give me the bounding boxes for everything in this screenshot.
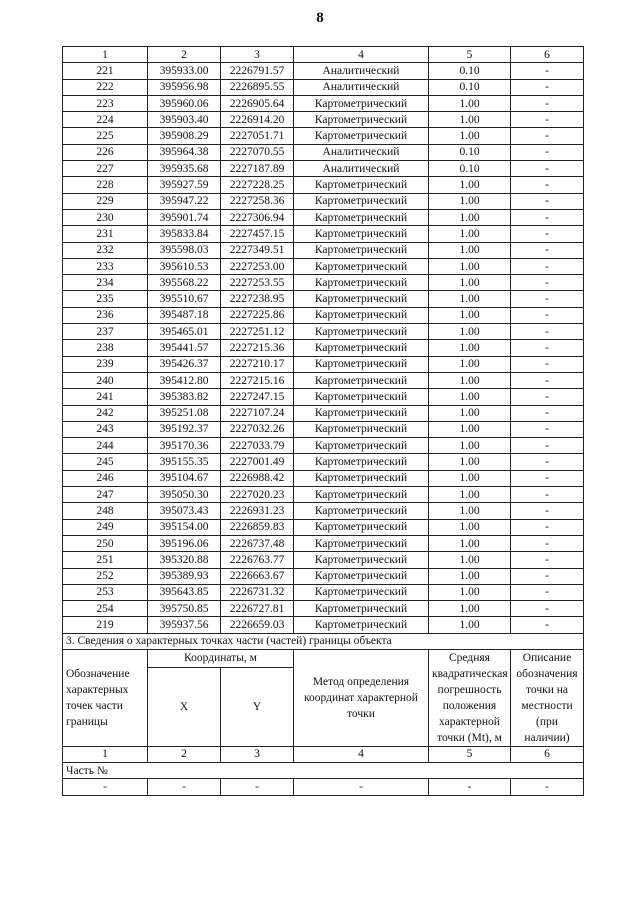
col-number: 1 (63, 746, 148, 762)
description: - (511, 601, 584, 617)
point-number: 222 (63, 79, 148, 95)
coordinates-header: Координаты, м (148, 649, 294, 667)
x-coordinate: 395196.06 (148, 535, 221, 551)
table-row (63, 95, 584, 111)
col-number: 4 (294, 746, 429, 762)
accuracy: 0.10 (429, 79, 511, 95)
method: Картометрический (294, 405, 429, 421)
description: - (511, 487, 584, 503)
description: - (511, 617, 584, 633)
accuracy: 1.00 (429, 128, 511, 144)
col-number: 6 (511, 746, 584, 762)
point-number: 248 (63, 503, 148, 519)
description: - (511, 79, 584, 95)
method: Картометрический (294, 193, 429, 209)
method: Картометрический (294, 552, 429, 568)
table-row (63, 291, 584, 307)
y-coordinate: 2226931.23 (221, 503, 294, 519)
x-header: X (148, 668, 221, 747)
method: Аналитический (294, 63, 429, 79)
method: Картометрический (294, 487, 429, 503)
part-number-label: Часть № (63, 762, 584, 778)
table-row (63, 177, 584, 193)
description: - (511, 568, 584, 584)
section-3-title-row (63, 633, 584, 649)
accuracy: 1.00 (429, 340, 511, 356)
point-number: 236 (63, 307, 148, 323)
method: Картометрический (294, 503, 429, 519)
x-coordinate: 395568.22 (148, 275, 221, 291)
table-row (63, 601, 584, 617)
description: - (511, 128, 584, 144)
point-number: 253 (63, 584, 148, 600)
description: - (511, 258, 584, 274)
table-row (63, 519, 584, 535)
x-coordinate: 395104.67 (148, 470, 221, 486)
y-coordinate: 2226859.83 (221, 519, 294, 535)
table-row (63, 487, 584, 503)
table-row (63, 421, 584, 437)
method: Картометрический (294, 584, 429, 600)
accuracy: 1.00 (429, 438, 511, 454)
point-number: 239 (63, 356, 148, 372)
table-row (63, 63, 584, 79)
table-row (63, 128, 584, 144)
section-3-title: 3. Сведения о характерных точках части (частей) границы объекта (63, 633, 584, 649)
col-number: 3 (221, 47, 294, 63)
accuracy: 1.00 (429, 307, 511, 323)
boundary-points-table (62, 46, 584, 796)
x-coordinate: 395901.74 (148, 209, 221, 225)
point-number: 229 (63, 193, 148, 209)
description: - (511, 242, 584, 258)
point-number: 228 (63, 177, 148, 193)
x-coordinate: 395050.30 (148, 487, 221, 503)
y-coordinate: 2226791.57 (221, 63, 294, 79)
empty-cell: - (294, 779, 429, 795)
description: - (511, 552, 584, 568)
table-row (63, 438, 584, 454)
table-row (63, 372, 584, 388)
method: Картометрический (294, 242, 429, 258)
y-coordinate: 2227032.26 (221, 421, 294, 437)
x-coordinate: 395441.57 (148, 340, 221, 356)
table-row (63, 535, 584, 551)
method: Картометрический (294, 421, 429, 437)
description: - (511, 291, 584, 307)
point-number: 245 (63, 454, 148, 470)
col-number: 5 (429, 47, 511, 63)
x-coordinate: 395389.93 (148, 568, 221, 584)
accuracy: 1.00 (429, 242, 511, 258)
description: - (511, 226, 584, 242)
method: Картометрический (294, 291, 429, 307)
empty-cell: - (148, 779, 221, 795)
table-row (63, 340, 584, 356)
method: Картометрический (294, 568, 429, 584)
table-row (63, 112, 584, 128)
x-coordinate: 395155.35 (148, 454, 221, 470)
description-header: Описание обозначения точки на местности (при наличии) (511, 649, 584, 746)
point-number: 221 (63, 63, 148, 79)
empty-cell: - (511, 779, 584, 795)
y-coordinate: 2226988.42 (221, 470, 294, 486)
y-coordinate: 2227070.55 (221, 144, 294, 160)
method: Картометрический (294, 617, 429, 633)
x-coordinate: 395947.22 (148, 193, 221, 209)
table-row (63, 307, 584, 323)
method: Картометрический (294, 454, 429, 470)
col-number: 5 (429, 746, 511, 762)
point-number: 232 (63, 242, 148, 258)
x-coordinate: 395073.43 (148, 503, 221, 519)
accuracy: 1.00 (429, 617, 511, 633)
description: - (511, 340, 584, 356)
accuracy: 1.00 (429, 324, 511, 340)
column-number-row (63, 47, 584, 63)
point-number: 243 (63, 421, 148, 437)
method: Картометрический (294, 535, 429, 551)
description: - (511, 356, 584, 372)
y-coordinate: 2226905.64 (221, 95, 294, 111)
col-number: 6 (511, 47, 584, 63)
accuracy: 1.00 (429, 372, 511, 388)
y-coordinate: 2226895.55 (221, 79, 294, 95)
y-coordinate: 2226663.67 (221, 568, 294, 584)
accuracy: 1.00 (429, 209, 511, 225)
y-coordinate: 2227225.86 (221, 307, 294, 323)
point-number: 224 (63, 112, 148, 128)
accuracy: 1.00 (429, 470, 511, 486)
method: Картометрический (294, 112, 429, 128)
description: - (511, 454, 584, 470)
table-row (63, 568, 584, 584)
accuracy: 1.00 (429, 193, 511, 209)
accuracy: 1.00 (429, 405, 511, 421)
col-number: 1 (63, 47, 148, 63)
accuracy: 1.00 (429, 291, 511, 307)
x-coordinate: 395192.37 (148, 421, 221, 437)
x-coordinate: 395833.84 (148, 226, 221, 242)
point-number: 230 (63, 209, 148, 225)
col-number: 2 (148, 746, 221, 762)
accuracy: 1.00 (429, 487, 511, 503)
description: - (511, 63, 584, 79)
y-coordinate: 2227215.16 (221, 372, 294, 388)
method: Картометрический (294, 356, 429, 372)
y-coordinate: 2226914.20 (221, 112, 294, 128)
y-coordinate: 2226659.03 (221, 617, 294, 633)
description: - (511, 470, 584, 486)
x-coordinate: 395170.36 (148, 438, 221, 454)
description: - (511, 275, 584, 291)
section-3-empty-row (63, 779, 584, 795)
method: Картометрический (294, 307, 429, 323)
empty-cell: - (429, 779, 511, 795)
y-coordinate: 2227020.23 (221, 487, 294, 503)
point-number: 242 (63, 405, 148, 421)
accuracy: 1.00 (429, 258, 511, 274)
point-number: 234 (63, 275, 148, 291)
x-coordinate: 395960.06 (148, 95, 221, 111)
point-number: 241 (63, 389, 148, 405)
point-number: 219 (63, 617, 148, 633)
description: - (511, 503, 584, 519)
table-row (63, 324, 584, 340)
x-coordinate: 395964.38 (148, 144, 221, 160)
table-row (63, 258, 584, 274)
point-number: 240 (63, 372, 148, 388)
point-number: 235 (63, 291, 148, 307)
accuracy: 1.00 (429, 356, 511, 372)
point-number: 254 (63, 601, 148, 617)
accuracy: 0.10 (429, 63, 511, 79)
y-coordinate: 2227228.25 (221, 177, 294, 193)
x-coordinate: 395251.08 (148, 405, 221, 421)
accuracy: 1.00 (429, 112, 511, 128)
y-coordinate: 2227349.51 (221, 242, 294, 258)
accuracy: 1.00 (429, 503, 511, 519)
x-coordinate: 395426.37 (148, 356, 221, 372)
x-coordinate: 395956.98 (148, 79, 221, 95)
accuracy: 1.00 (429, 568, 511, 584)
section-3-column-number-row (63, 746, 584, 762)
x-coordinate: 395750.85 (148, 601, 221, 617)
accuracy: 0.10 (429, 144, 511, 160)
y-header: Y (221, 668, 294, 747)
description: - (511, 438, 584, 454)
description: - (511, 193, 584, 209)
y-coordinate: 2227258.36 (221, 193, 294, 209)
method: Картометрический (294, 389, 429, 405)
method: Аналитический (294, 161, 429, 177)
accuracy: 1.00 (429, 601, 511, 617)
accuracy: 1.00 (429, 275, 511, 291)
point-number: 247 (63, 487, 148, 503)
description: - (511, 177, 584, 193)
x-coordinate: 395465.01 (148, 324, 221, 340)
empty-cell: - (221, 779, 294, 795)
y-coordinate: 2227051.71 (221, 128, 294, 144)
description: - (511, 144, 584, 160)
method: Картометрический (294, 95, 429, 111)
point-number: 250 (63, 535, 148, 551)
method: Картометрический (294, 128, 429, 144)
point-number: 225 (63, 128, 148, 144)
accuracy: 1.00 (429, 454, 511, 470)
y-coordinate: 2226727.81 (221, 601, 294, 617)
method: Картометрический (294, 372, 429, 388)
method: Картометрический (294, 438, 429, 454)
x-coordinate: 395610.53 (148, 258, 221, 274)
method: Картометрический (294, 519, 429, 535)
accuracy: 0.10 (429, 161, 511, 177)
description: - (511, 372, 584, 388)
col-number: 3 (221, 746, 294, 762)
table-row (63, 356, 584, 372)
point-number: 238 (63, 340, 148, 356)
point-number: 233 (63, 258, 148, 274)
description: - (511, 389, 584, 405)
accuracy: 1.00 (429, 519, 511, 535)
x-coordinate: 395154.00 (148, 519, 221, 535)
method: Картометрический (294, 226, 429, 242)
y-coordinate: 2226737.48 (221, 535, 294, 551)
x-coordinate: 395903.40 (148, 112, 221, 128)
method: Картометрический (294, 209, 429, 225)
x-coordinate: 395412.80 (148, 372, 221, 388)
point-number: 244 (63, 438, 148, 454)
y-coordinate: 2227033.79 (221, 438, 294, 454)
description: - (511, 324, 584, 340)
table-row (63, 470, 584, 486)
method: Картометрический (294, 177, 429, 193)
accuracy: 1.00 (429, 584, 511, 600)
x-coordinate: 395510.67 (148, 291, 221, 307)
description: - (511, 421, 584, 437)
x-coordinate: 395383.82 (148, 389, 221, 405)
table-row (63, 193, 584, 209)
x-coordinate: 395598.03 (148, 242, 221, 258)
y-coordinate: 2227001.49 (221, 454, 294, 470)
x-coordinate: 395927.59 (148, 177, 221, 193)
description: - (511, 535, 584, 551)
table-row (63, 552, 584, 568)
description: - (511, 161, 584, 177)
method: Картометрический (294, 258, 429, 274)
part-number-row (63, 762, 584, 778)
description: - (511, 209, 584, 225)
method-header: Метод определения координат характерной точки (294, 649, 429, 746)
method: Аналитический (294, 144, 429, 160)
page-number: 8 (316, 10, 324, 26)
x-coordinate: 395935.68 (148, 161, 221, 177)
section-3-header-row (63, 649, 584, 667)
point-number: 246 (63, 470, 148, 486)
table-row (63, 275, 584, 291)
x-coordinate: 395320.88 (148, 552, 221, 568)
description: - (511, 519, 584, 535)
y-coordinate: 2227210.17 (221, 356, 294, 372)
accuracy: 1.00 (429, 95, 511, 111)
description: - (511, 307, 584, 323)
table-row (63, 161, 584, 177)
y-coordinate: 2226763.77 (221, 552, 294, 568)
accuracy: 1.00 (429, 226, 511, 242)
point-number: 249 (63, 519, 148, 535)
description: - (511, 112, 584, 128)
y-coordinate: 2227253.00 (221, 258, 294, 274)
y-coordinate: 2226731.32 (221, 584, 294, 600)
point-number: 251 (63, 552, 148, 568)
accuracy: 1.00 (429, 177, 511, 193)
y-coordinate: 2227238.95 (221, 291, 294, 307)
method: Картометрический (294, 601, 429, 617)
table-row (63, 389, 584, 405)
table-row (63, 454, 584, 470)
x-coordinate: 395908.29 (148, 128, 221, 144)
method: Картометрический (294, 275, 429, 291)
x-coordinate: 395643.85 (148, 584, 221, 600)
table-row (63, 617, 584, 633)
accuracy: 1.00 (429, 552, 511, 568)
col-number: 4 (294, 47, 429, 63)
y-coordinate: 2227251.12 (221, 324, 294, 340)
method: Аналитический (294, 79, 429, 95)
accuracy-header: Средняя квадратическая погрешность положения характерной точки (Mt), м (429, 649, 511, 746)
accuracy: 1.00 (429, 421, 511, 437)
y-coordinate: 2227457.15 (221, 226, 294, 242)
table-row (63, 144, 584, 160)
table-row (63, 242, 584, 258)
point-number: 231 (63, 226, 148, 242)
table-row (63, 503, 584, 519)
description: - (511, 584, 584, 600)
method: Картометрический (294, 470, 429, 486)
point-number: 226 (63, 144, 148, 160)
point-number: 227 (63, 161, 148, 177)
col-number: 2 (148, 47, 221, 63)
point-number: 223 (63, 95, 148, 111)
point-designation-header: Обозначение характерных точек части границы (63, 649, 148, 746)
y-coordinate: 2227107.24 (221, 405, 294, 421)
y-coordinate: 2227187.89 (221, 161, 294, 177)
method: Картометрический (294, 324, 429, 340)
table-row (63, 584, 584, 600)
description: - (511, 95, 584, 111)
method: Картометрический (294, 340, 429, 356)
table-row (63, 209, 584, 225)
y-coordinate: 2227247.15 (221, 389, 294, 405)
point-number: 252 (63, 568, 148, 584)
y-coordinate: 2227306.94 (221, 209, 294, 225)
empty-cell: - (63, 779, 148, 795)
description: - (511, 405, 584, 421)
point-number: 237 (63, 324, 148, 340)
y-coordinate: 2227215.36 (221, 340, 294, 356)
x-coordinate: 395487.18 (148, 307, 221, 323)
x-coordinate: 395937.56 (148, 617, 221, 633)
accuracy: 1.00 (429, 535, 511, 551)
table-row (63, 79, 584, 95)
table-row (63, 405, 584, 421)
table-row (63, 226, 584, 242)
x-coordinate: 395933.00 (148, 63, 221, 79)
accuracy: 1.00 (429, 389, 511, 405)
y-coordinate: 2227253.55 (221, 275, 294, 291)
